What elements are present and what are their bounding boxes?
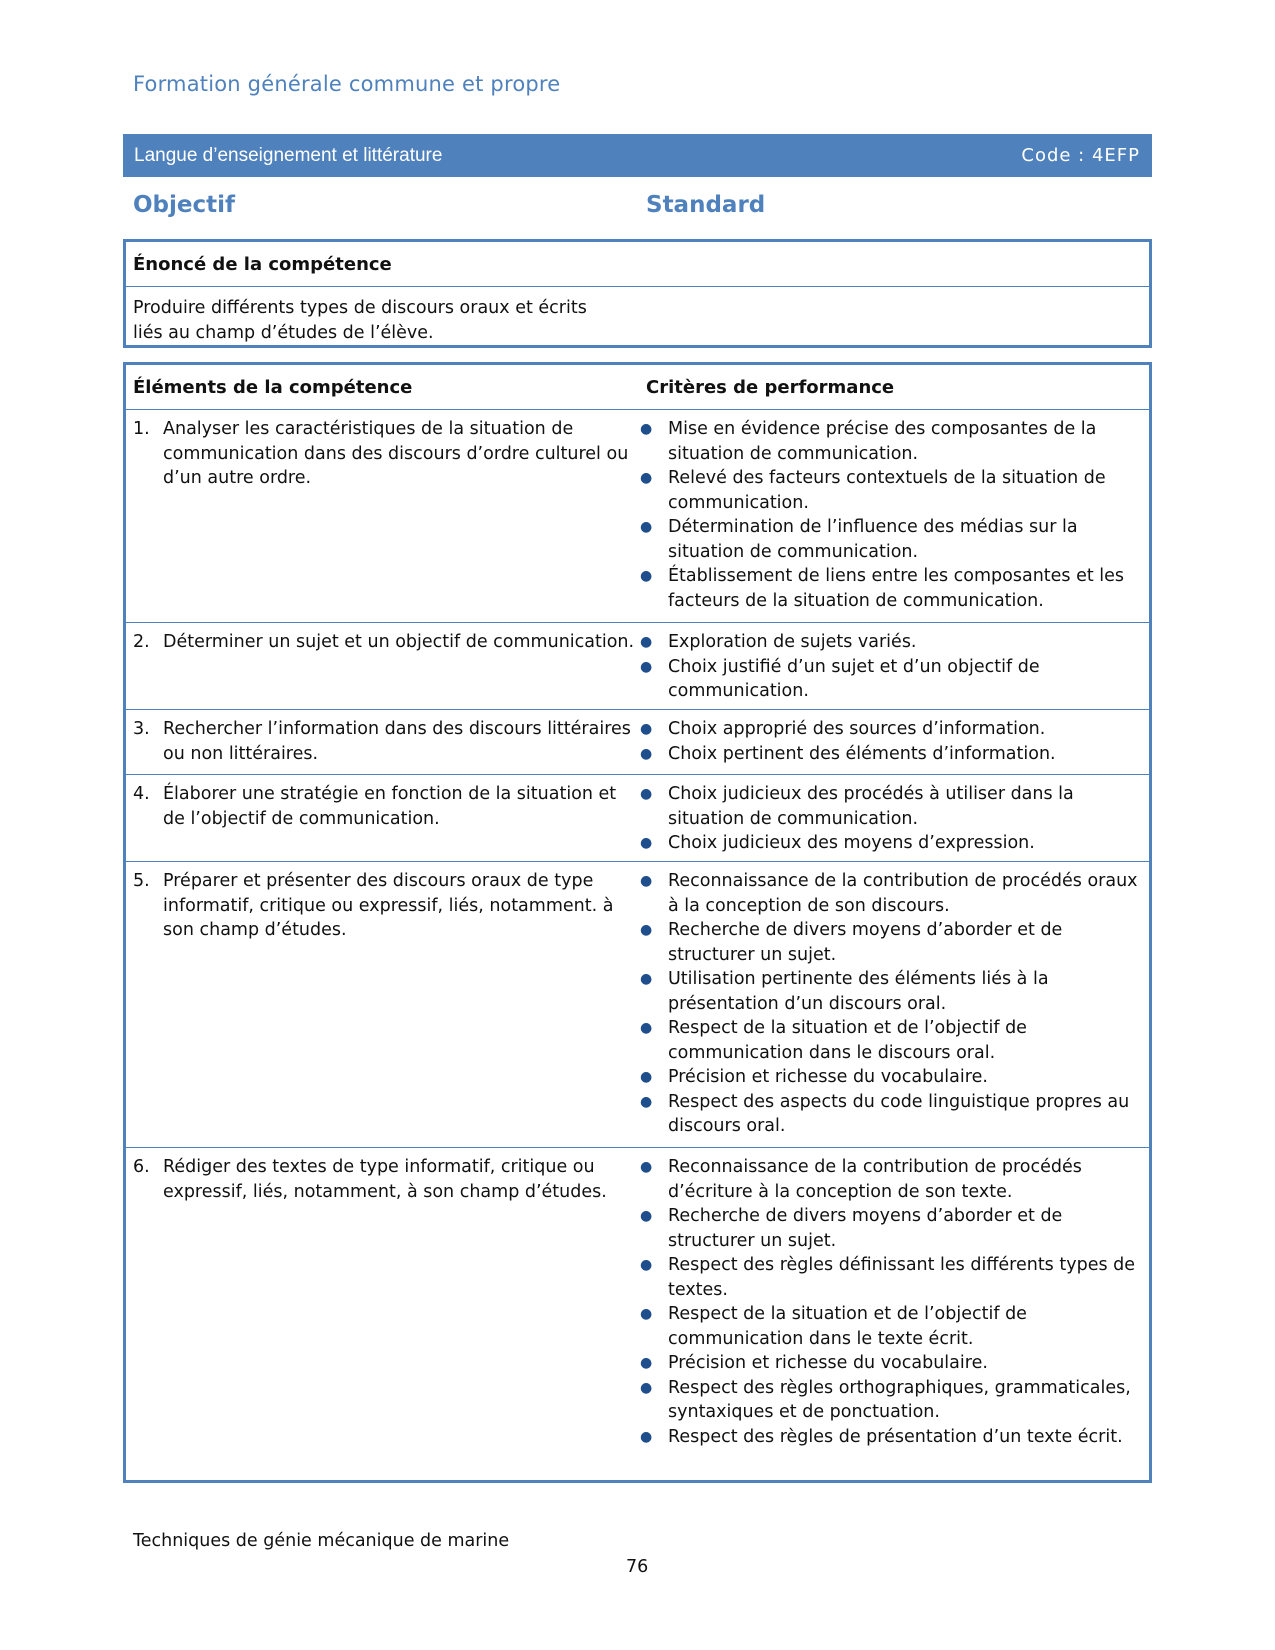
criteria-text: Choix pertinent des éléments d’information.: [668, 743, 1056, 764]
element-text: Analyser les caractéristiques de la situation de communication dans des discours d’ordre culturel ou d’un autre ordre.: [163, 419, 629, 488]
criteria-item: [639, 1204, 1141, 1253]
element-cell: [126, 623, 639, 709]
bullet-dot-icon: ●: [640, 1355, 653, 1371]
element-item: [133, 782, 639, 831]
bullet-dot-icon: ●: [640, 470, 653, 486]
table-row: [126, 1148, 1149, 1483]
criteria-text: Établissement de liens entre les composantes et les facteurs de la situation de communication.: [668, 566, 1125, 611]
standard-heading: Standard: [646, 192, 766, 218]
criteria-item: [639, 1351, 1141, 1376]
criteria-list: [639, 630, 1141, 704]
table-row: [126, 862, 1149, 1148]
criteria-text: Reconnaissance de la contribution de procédés oraux à la conception de son discours.: [668, 871, 1138, 916]
criteria-item: [639, 1155, 1141, 1204]
criteria-text: Respect des règles orthographiques, grammaticales, syntaxiques et de ponctuation.: [668, 1377, 1131, 1422]
bullet-dot-icon: ●: [640, 971, 653, 987]
criteria-text: Respect de la situation et de l’objectif de communication dans le discours oral.: [668, 1018, 1027, 1063]
course-header-bar: [123, 134, 1152, 177]
criteria-cell: [639, 862, 1149, 1147]
criteria-text: Détermination de l’influence des médias sur la situation de communication.: [668, 517, 1078, 562]
element-cell: [126, 775, 639, 861]
criteria-cell: [639, 410, 1149, 622]
course-code: Code : 4EFP: [1021, 145, 1140, 166]
element-text: Rechercher l’information dans des discours littéraires ou non littéraires.: [163, 719, 631, 764]
criteria-text: Choix judicieux des procédés à utiliser dans la situation de communication.: [668, 784, 1074, 829]
criteria-text: Reconnaissance de la contribution de procédés d’écriture à la conception de son texte.: [668, 1157, 1082, 1202]
element-text: Élaborer une stratégie en fonction de la situation et de l’objectif de communication.: [163, 784, 617, 829]
criteria-heading: Critères de performance: [646, 376, 895, 398]
criteria-list: [639, 717, 1141, 766]
objectif-heading: Objectif: [133, 192, 236, 218]
bullet-dot-icon: ●: [640, 786, 653, 802]
criteria-list: [639, 869, 1141, 1139]
element-text: Rédiger des textes de type informatif, critique ou expressif, liés, notamment, à son champ d’études.: [163, 1157, 607, 1202]
bullet-dot-icon: ●: [640, 658, 653, 675]
enonce-box: [123, 239, 1152, 348]
enonce-heading: Énoncé de la compétence: [133, 253, 392, 275]
enonce-body-row: [126, 287, 1149, 354]
bullet-dot-icon: ●: [640, 421, 653, 437]
element-number: 5.: [133, 871, 150, 891]
criteria-item: [639, 869, 1141, 918]
criteria-cell: [639, 775, 1149, 861]
element-number: 1.: [133, 419, 150, 439]
bullet-dot-icon: ●: [640, 1159, 653, 1175]
element-number: 3.: [133, 719, 150, 739]
bullet-dot-icon: ●: [640, 745, 653, 762]
bullet-dot-icon: ●: [640, 1257, 653, 1273]
criteria-text: Précision et richesse du vocabulaire.: [668, 1353, 988, 1373]
criteria-text: Choix approprié des sources d’information.: [668, 719, 1046, 739]
course-name: Langue d’enseignement et littérature: [134, 144, 443, 166]
bullet-dot-icon: ●: [640, 519, 653, 535]
element-number: 6.: [133, 1157, 150, 1177]
elements-rows: [126, 410, 1149, 1483]
bullet-dot-icon: ●: [640, 1306, 653, 1322]
element-cell: [126, 862, 639, 1147]
criteria-cell: [639, 1148, 1149, 1483]
table-row: [126, 710, 1149, 775]
elements-header-row: [126, 365, 1149, 410]
criteria-item: [639, 564, 1141, 613]
element-item: [133, 717, 639, 766]
bullet-dot-icon: ●: [640, 721, 653, 737]
element-cell: [126, 1148, 639, 1483]
enonce-text: Produire différents types de discours oraux et écrits liés au champ d’études de l’élève.: [133, 298, 587, 343]
criteria-item: [639, 742, 1141, 767]
element-text: Préparer et présenter des discours oraux de type informatif, critique ou expressif, liés, notamment. à son champ d’études.: [163, 871, 614, 940]
criteria-item: [639, 1425, 1141, 1450]
elements-table: [123, 362, 1152, 1483]
criteria-item: [639, 1065, 1141, 1090]
criteria-text: Respect des aspects du code linguistique propres au discours oral.: [668, 1091, 1130, 1136]
criteria-item: [639, 515, 1141, 564]
criteria-text: Respect des règles de présentation d’un texte écrit.: [668, 1426, 1123, 1447]
criteria-item: [639, 630, 1141, 655]
criteria-text: Choix justifié d’un sujet et d’un objectif de communication.: [668, 656, 1040, 701]
criteria-item: [639, 1253, 1141, 1302]
table-row: [126, 775, 1149, 862]
criteria-text: Choix judicieux des moyens d’expression.: [668, 833, 1035, 853]
criteria-text: Précision et richesse du vocabulaire.: [668, 1067, 988, 1087]
element-cell: [126, 410, 639, 622]
element-item: [133, 869, 639, 943]
criteria-text: Relevé des facteurs contextuels de la situation de communication.: [668, 468, 1106, 513]
criteria-item: [639, 466, 1141, 515]
criteria-text: Utilisation pertinente des éléments liés à la présentation d’un discours oral.: [668, 969, 1049, 1014]
criteria-text: Mise en évidence précise des composantes de la situation de communication.: [668, 419, 1097, 464]
element-item: [133, 417, 639, 491]
criteria-item: [639, 831, 1141, 856]
criteria-text: Respect des règles définissant les différents types de textes.: [668, 1255, 1136, 1300]
criteria-item: [639, 1090, 1141, 1139]
criteria-text: Respect de la situation et de l’objectif de communication dans le texte écrit.: [668, 1304, 1027, 1349]
criteria-cell: [639, 623, 1149, 709]
bullet-dot-icon: ●: [640, 1208, 653, 1224]
bullet-dot-icon: ●: [640, 634, 653, 650]
criteria-cell: [639, 710, 1149, 774]
criteria-text: Recherche de divers moyens d’aborder et de structurer un sujet.: [668, 1206, 1063, 1251]
criteria-list: [639, 782, 1141, 856]
criteria-item: [639, 967, 1141, 1016]
element-cell: [126, 710, 639, 774]
bullet-dot-icon: ●: [640, 922, 653, 938]
criteria-item: [639, 1016, 1141, 1065]
criteria-item: [639, 717, 1141, 742]
criteria-item: [639, 417, 1141, 466]
element-number: 4.: [133, 784, 150, 804]
criteria-text: Recherche de divers moyens d’aborder et de structurer un sujet.: [668, 920, 1063, 965]
element-item: [133, 1155, 639, 1204]
criteria-item: [639, 1376, 1141, 1425]
table-row: [126, 410, 1149, 623]
element-number: 2.: [133, 632, 150, 652]
table-row: [126, 623, 1149, 710]
criteria-item: [639, 782, 1141, 831]
bullet-dot-icon: ●: [640, 835, 653, 851]
element-text: Déterminer un sujet et un objectif de communication.: [163, 632, 635, 652]
criteria-text: Exploration de sujets variés.: [668, 632, 917, 652]
bullet-dot-icon: ●: [640, 873, 653, 889]
page-number: 76: [626, 1557, 649, 1577]
criteria-item: [639, 655, 1141, 704]
bullet-dot-icon: ●: [640, 1428, 653, 1445]
criteria-item: [639, 1302, 1141, 1351]
bullet-dot-icon: ●: [640, 1020, 653, 1036]
enonce-header-row: [126, 242, 1149, 287]
bullet-dot-icon: ●: [640, 1069, 653, 1085]
criteria-list: [639, 417, 1141, 613]
bullet-dot-icon: ●: [640, 1379, 653, 1396]
criteria-list: [639, 1155, 1141, 1449]
section-title: Formation générale commune et propre: [133, 72, 561, 96]
element-item: [133, 630, 639, 655]
criteria-item: [639, 918, 1141, 967]
bullet-dot-icon: ●: [640, 568, 653, 584]
footer-program: Techniques de génie mécanique de marine: [133, 1531, 510, 1551]
elements-heading: Éléments de la compétence: [133, 376, 413, 398]
bullet-dot-icon: ●: [640, 1093, 653, 1110]
